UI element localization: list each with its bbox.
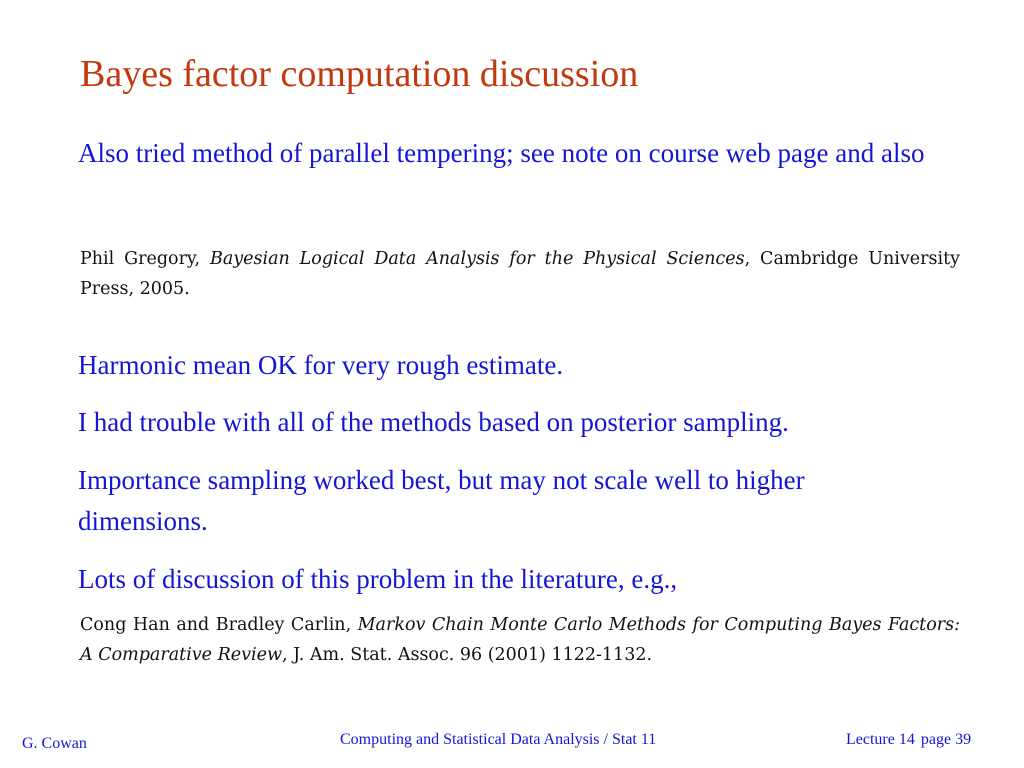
reference-gregory-title: Bayesian Logical Data Analysis for the Physical Sciences <box>209 249 745 269</box>
footer-course: Computing and Statistical Data Analysis / Stat 11 <box>340 731 657 748</box>
point-harmonic-mean: Harmonic mean OK for very rough estimate. <box>78 350 564 380</box>
reference-han-carlin-journal: , J. Am. Stat. Assoc. 96 (2001) 1122-1132. <box>281 645 653 665</box>
reference-han-carlin <box>80 610 960 670</box>
footer-page: page 39 <box>920 731 972 748</box>
footer-lecture: Lecture 14 <box>846 731 915 748</box>
slide-title: Bayes factor computation discussion <box>80 53 639 95</box>
point-literature: Lots of discussion of this problem in the literature, e.g., <box>78 564 678 594</box>
footer-page-info <box>846 731 971 749</box>
reference-gregory-authors: Phil Gregory, <box>80 249 210 269</box>
point-posterior-sampling: I had trouble with all of the methods based on posterior sampling. <box>78 407 789 437</box>
footer-author: G. Cowan <box>22 735 87 752</box>
reference-han-carlin-authors: Cong Han and Bradley Carlin, <box>80 615 358 635</box>
reference-gregory <box>80 244 960 304</box>
reference-gregory-publisher: , Cambridge University Press, 2005. <box>80 249 961 299</box>
reference-han-carlin-title: Markov Chain Monte Carlo Methods for Computing Bayes Factors: A Comparative Review <box>80 615 960 665</box>
point-importance-sampling: Importance sampling worked best, but may not scale well to higher dimensions. <box>78 465 805 536</box>
paragraph-parallel-tempering: Also tried method of parallel tempering; see note on course web page and also <box>78 138 925 168</box>
